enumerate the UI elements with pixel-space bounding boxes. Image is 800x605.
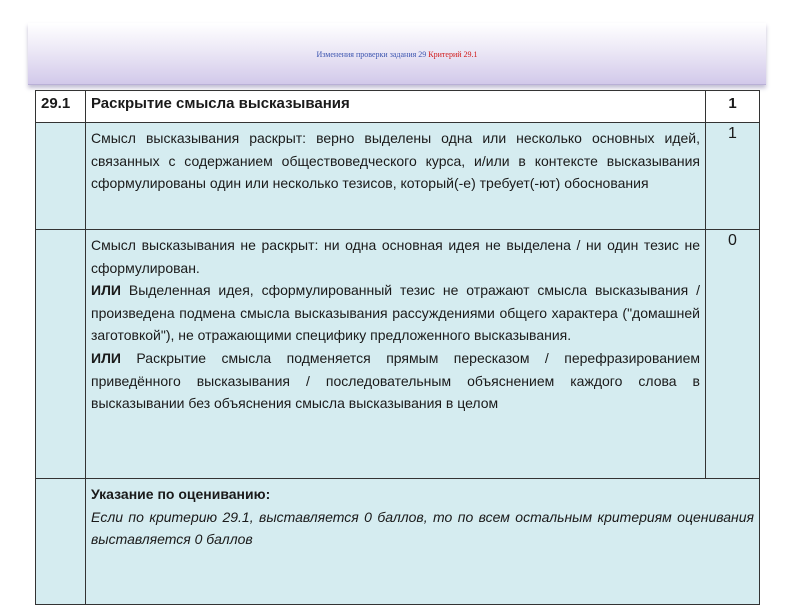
slide-title-criterion: Критерий 29.1 <box>428 50 478 59</box>
description-text: Смысл высказывания не раскрыт: ни одна основная идея не выделена / ни один тезис не сформулирован. <box>91 237 700 276</box>
table-header-row <box>36 91 760 123</box>
or-label: ИЛИ <box>91 282 121 299</box>
note-title: Указание по оцениванию: <box>91 486 271 502</box>
description-text: Раскрытие смысла подменяется прямым пересказом / перефразированием приведённого высказывания / последовательным объяснением каждого слова в высказывании без объяснения смысла высказывания в целом <box>91 349 700 412</box>
description-text: Смысл высказывания раскрыт: верно выделены одна или несколько основных идей, связанных с содержанием обществоведческого курса, и/или в контексте высказывания сформулированы один или несколько тезисов, который(-е) требует(-ют) обоснования <box>91 130 700 192</box>
slide-title-prefix: Изменения проверки задания 29 <box>316 50 429 59</box>
empty-cell <box>36 479 86 605</box>
score-cell: 0 <box>706 230 760 479</box>
criterion-description-0 <box>86 230 706 479</box>
criterion-title: Раскрытие смысла высказывания <box>86 91 706 123</box>
description-text: Выделенная идея, сформулированный тезис не отражают смысла высказывания / произведена подмена смысла высказывания рассуждениями общего характера ("домашней заготовкой"), не отражающими специфику предложенного высказывания. <box>91 282 700 344</box>
slide-title-banner <box>28 23 766 85</box>
empty-cell <box>36 123 86 230</box>
note-body: Если по критерию 29.1, выставляется 0 баллов, то по всем остальным критериям оценивания выставляется 0 баллов <box>91 508 754 548</box>
criterion-description-1 <box>86 123 706 230</box>
description-paragraph <box>91 279 700 347</box>
description-paragraph <box>91 347 700 415</box>
empty-cell <box>36 230 86 479</box>
table-row <box>36 230 760 479</box>
score-cell: 1 <box>706 123 760 230</box>
criteria-table <box>35 90 760 605</box>
or-label: ИЛИ <box>91 349 121 366</box>
table-row <box>36 479 760 605</box>
grading-note <box>86 479 760 605</box>
criterion-max-score: 1 <box>706 91 760 123</box>
criterion-number: 29.1 <box>36 91 86 123</box>
table-row <box>36 123 760 230</box>
